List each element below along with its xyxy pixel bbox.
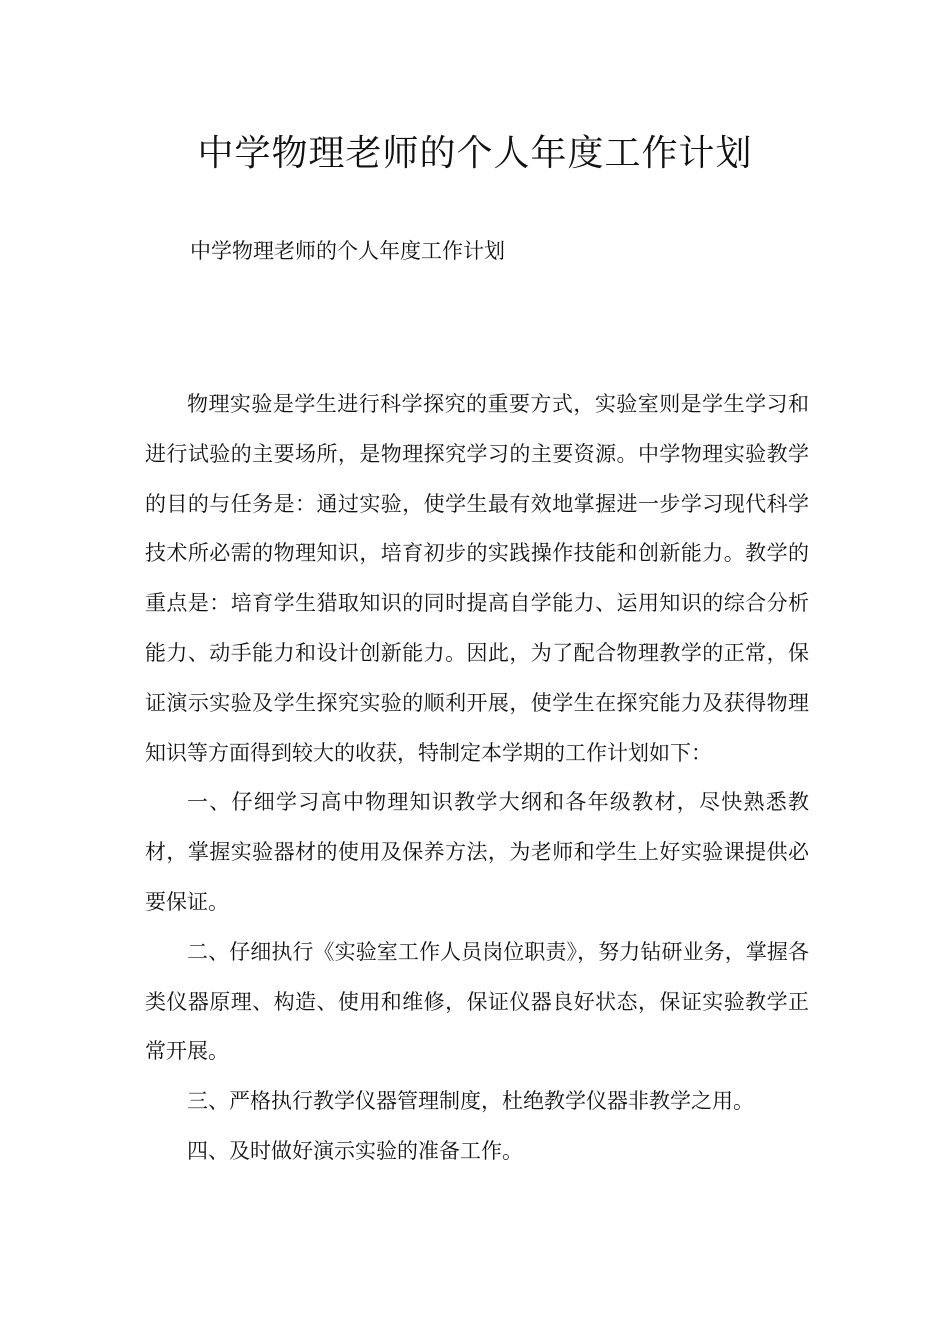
document-body [145,380,809,1177]
paragraph-intro: 物理实验是学生进行科学探究的重要方式，实验室则是学生学习和进行试验的主要场所，是物理探究学习的主要资源。中学物理实验教学的目的与任务是：通过实验，使学生最有效地掌握进一步学习现代科学技术所必需的物理知识，培育初步的实践操作技能和创新能力。教学的重点是：培育学生猎取知识的同时提高自学能力、运用知识的综合分析能力、动手能力和设计创新能力。因此，为了配合物理教学的正常，保证演示实验及学生探究实验的顺利开展，使学生在探究能力及获得物理知识等方面得到较大的收获，特制定本学期的工作计划如下： [145,392,809,765]
paragraph-item-1: 一、仔细学习高中物理知识教学大纲和各年级教材，尽快熟悉教材，掌握实验器材的使用及保养方法，为老师和学生上好实验课提供必要保证。 [145,790,809,914]
document-subtitle: 中学物理老师的个人年度工作计划 [190,239,505,263]
paragraph-item-4: 四、及时做好演示实验的准备工作。 [187,1138,523,1163]
paragraph-item-3: 三、严格执行教学仪器管理制度，杜绝教学仪器非教学之用。 [187,1089,754,1114]
document-title: 中学物理老师的个人年度工作计划 [197,133,753,174]
paragraph-item-2: 二、仔细执行《实验室工作人员岗位职责》，努力钻研业务，掌握各类仪器原理、构造、使用和维修，保证仪器良好状态，保证实验教学正常开展。 [145,939,809,1064]
